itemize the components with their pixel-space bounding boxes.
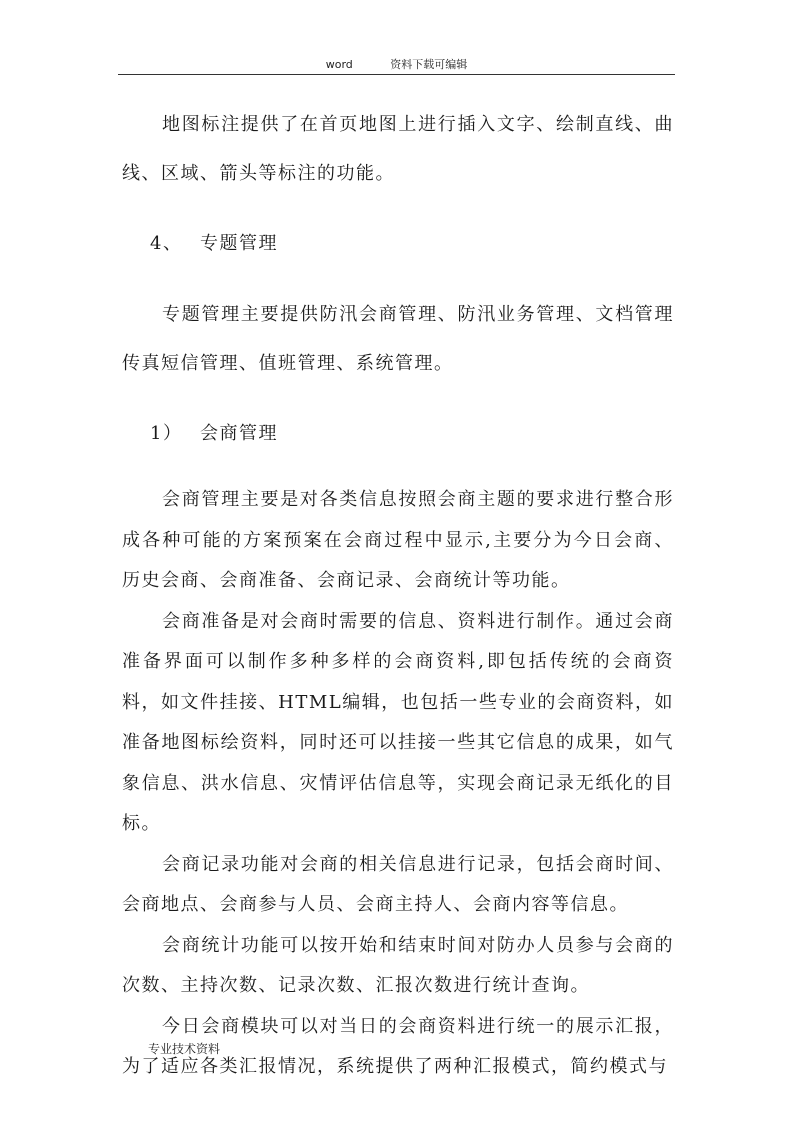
subsection-heading-1 bbox=[122, 414, 674, 454]
page-footer: 专业技术资料 bbox=[148, 1042, 221, 1056]
header-word: word bbox=[325, 58, 353, 71]
section-title: 专题管理 bbox=[200, 233, 278, 254]
spacer bbox=[122, 198, 674, 224]
page-header bbox=[118, 56, 675, 74]
header-rule bbox=[118, 74, 675, 75]
paragraph-consultation-prep: 会商准备是对会商时需要的信息、资料进行制作。通过会商准备界面可以制作多种多样的会商资料,即包括传统的会商资料，如文件挂接、HTML编辑，也包括一些专业的会商资料，如准备地图标绘资料，同时还可以挂接一些其它信息的成果，如气象信息、洪水信息、灾情评估信息等，实现会商记录无纸化的目标。 bbox=[122, 610, 674, 834]
subsection-number: 1） bbox=[150, 423, 183, 444]
section-number: 4、 bbox=[150, 233, 183, 254]
spacer bbox=[122, 264, 674, 290]
header-title: 资料下载可编辑 bbox=[390, 58, 468, 71]
subsection-title: 会商管理 bbox=[200, 423, 278, 444]
paragraph-map-annotation: 地图标注提供了在首页地图上进行插入文字、绘制直线、曲线、区域、箭头等标注的功能。 bbox=[122, 114, 674, 184]
document-body bbox=[122, 100, 674, 1088]
paragraph-consultation-stats: 会商统计功能可以按开始和结束时间对防办人员参与会商的次数、主持次数、记录次数、汇报次数进行统计查询。 bbox=[122, 934, 674, 996]
paragraph-consultation-overview: 会商管理主要是对各类信息按照会商主题的要求进行整合形成各种可能的方案预案在会商过程中显示,主要分为今日会商、历史会商、会商准备、会商记录、会商统计等功能。 bbox=[122, 489, 674, 591]
spacer bbox=[122, 454, 674, 480]
paragraph-topic-management: 专题管理主要提供防汛会商管理、防汛业务管理、文档管理传真短信管理、值班管理、系统管理。 bbox=[122, 304, 674, 374]
paragraph-consultation-record: 会商记录功能对会商的相关信息进行记录，包括会商时间、会商地点、会商参与人员、会商主持人、会商内容等信息。 bbox=[122, 853, 674, 915]
section-heading-4 bbox=[122, 224, 674, 264]
paragraph-today-consultation: 今日会商模块可以对当日的会商资料进行统一的展示汇报，为了适应各类汇报情况，系统提供了两种汇报模式，简约模式与 bbox=[122, 1015, 674, 1077]
spacer bbox=[122, 388, 674, 414]
